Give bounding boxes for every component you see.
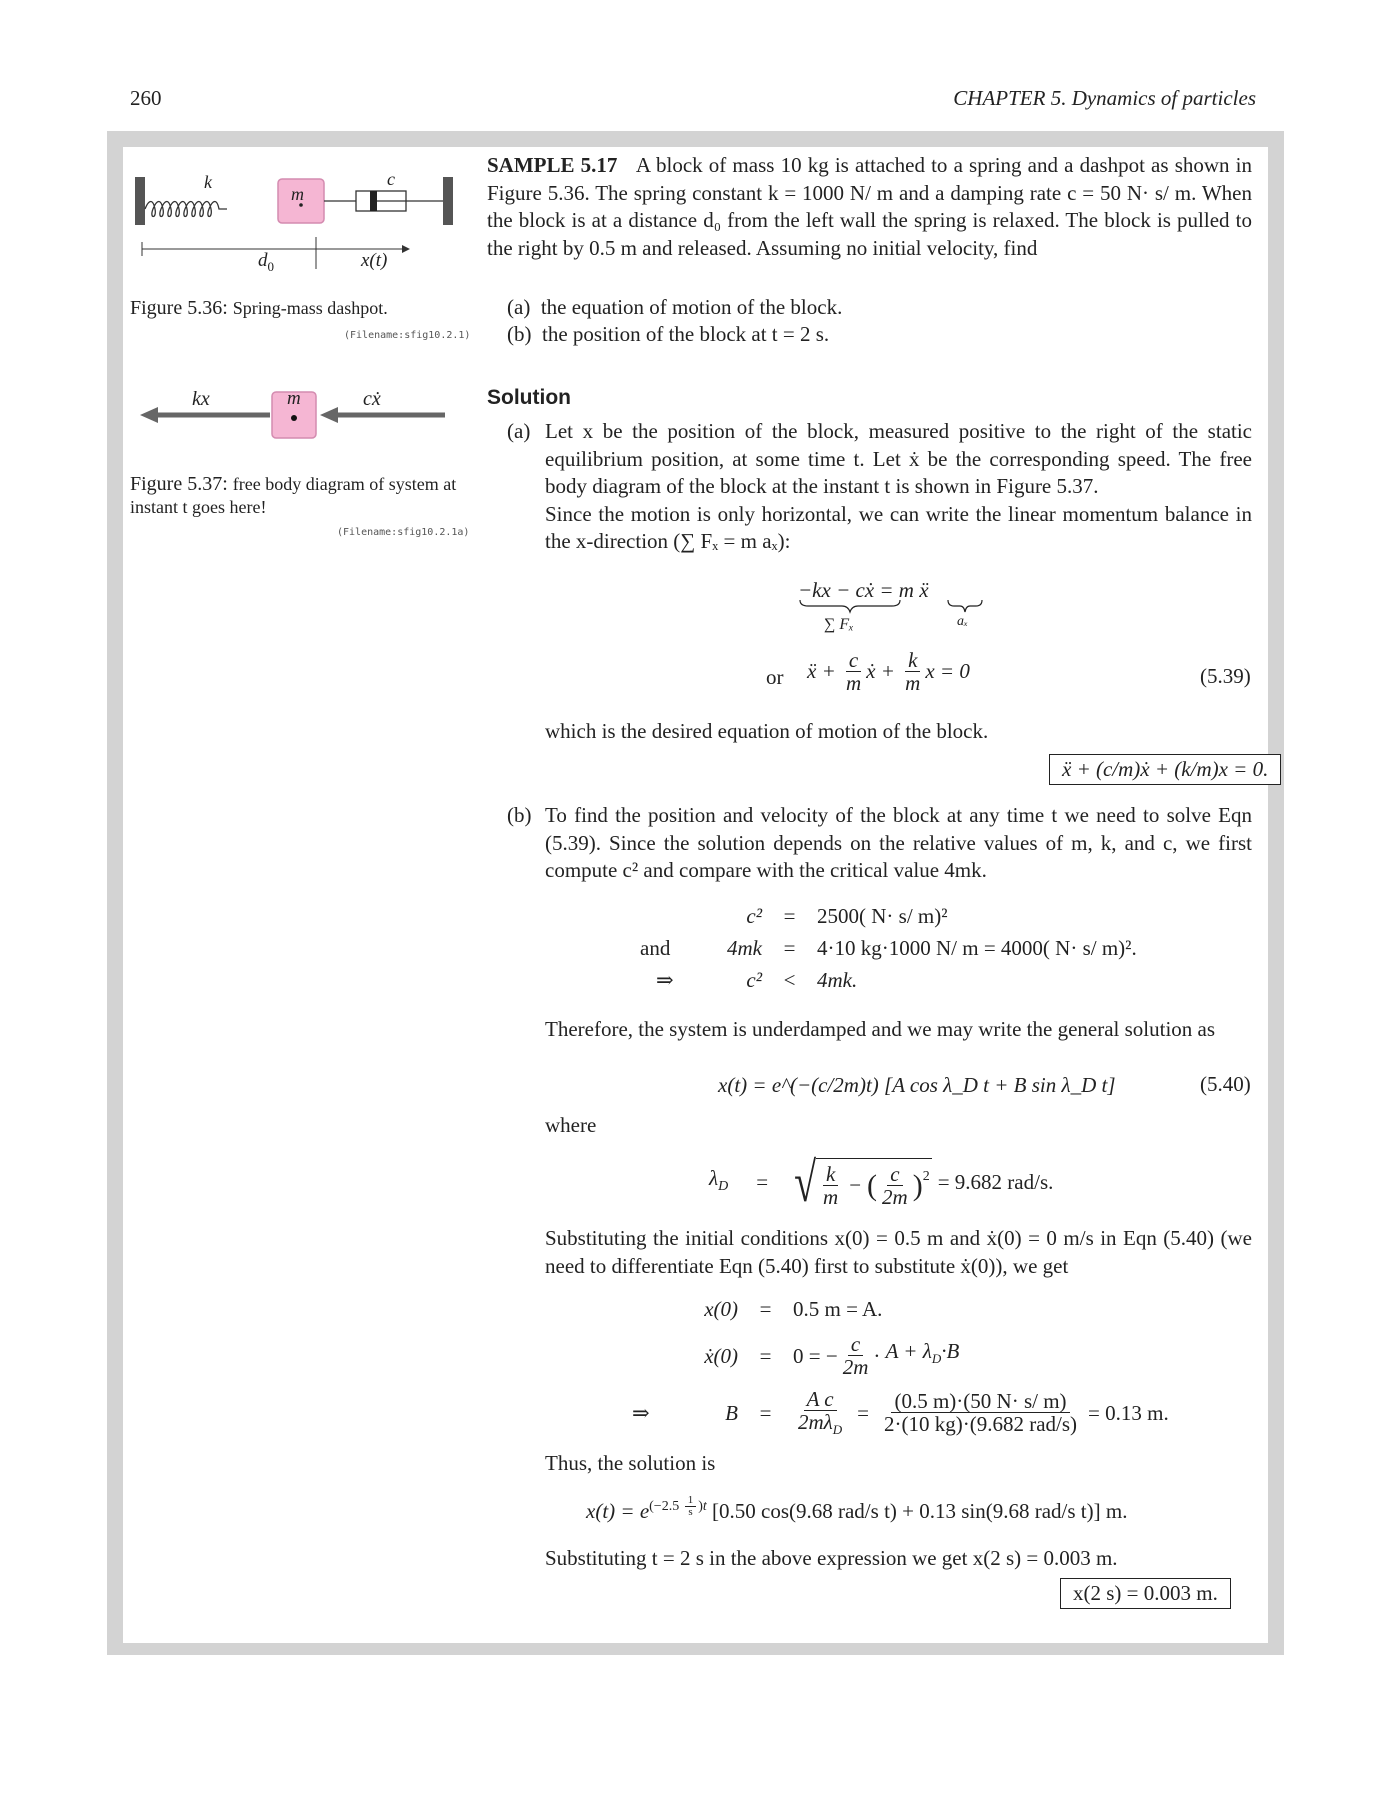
spring-k-label: k (204, 172, 212, 192)
page-number: 260 (130, 86, 162, 110)
figure-5-37-filename: (Filename:sfig10.2.1a) (337, 527, 470, 538)
substitution-text: Substituting the initial conditions x(0) = 0.5 m and ẋ(0) = 0 m/s in Eqn (5.40) (we need to differentiate Eqn (5.40) first to substitute ẋ(0)), we get (545, 1226, 1252, 1278)
boxed-answer-b: x(2 s) = 0.003 m. (1060, 1578, 1231, 1609)
part-a-text: Let x be the position of the block, measured positive to the right of the static equilibrium position, at some time t. Let ẋ be the corresponding speed. The free body diagram of the block at the instant t is shown in Figure 5.37. Since the motion is only horizontal, we can write the linear momentum balance in the x-direction (∑ Fₓ = m aₓ): (545, 419, 1252, 553)
solution-heading: Solution (487, 386, 571, 409)
figure-5-36-caption: Figure 5.36: Spring-mass dashpot. (130, 297, 388, 319)
thus-text: Thus, the solution is (545, 1451, 716, 1475)
part-a-conclusion: which is the desired equation of motion of the block. (545, 719, 989, 743)
final-sentence: Substituting t = 2 s in the above expression we get x(2 s) = 0.003 m. (545, 1546, 1118, 1570)
sample-title: SAMPLE 5.17 (487, 153, 618, 177)
right-wall (443, 177, 453, 225)
cx-label: cẋ (363, 388, 381, 410)
underbraces (798, 598, 988, 614)
sample-intro: SAMPLE 5.17 A block of mass 10 kg is attached to a spring and a dashpot as shown in Figure 5.36. The spring constant k = 1000 N/ m and a damping rate c = 50 N· s/ m. When the block is at a distance d₀ from the left wall the spring is relaxed. The block is pulled to the right by 0.5 m and released. Assuming no initial velocity, find (487, 153, 1253, 260)
kx-label: kx (192, 388, 210, 410)
where-label: where (545, 1113, 597, 1137)
part-b-tag: (b) (507, 803, 532, 827)
part-a-tag: (a) (507, 419, 531, 443)
mass-m-label: m (291, 184, 304, 204)
fbd-m-label: m (287, 388, 301, 409)
underdamped-text: Therefore, the system is underdamped and we may write the general solution as (545, 1017, 1216, 1041)
item-a: (a) the equation of motion of the block. (507, 295, 843, 319)
dashpot-piston (370, 191, 377, 211)
final-solution: $x(t) = e^{(-2.5 \frac{1}{s} )t}$ [0.50 cos(9.68 rad/s t) + 0.13 sin(9.68 rad/s t)] m. (586, 1493, 1128, 1523)
initial-condition-array: x(0) = 0.5 m = A. ẋ(0) = 0 = − $\frac{c}{2m}$ · $A + \lambda_D\cdot B$ ⇒ B = $\frac{\text{A c}}{2m\lambda_D}$ = $\frac{(0.5 m)\cdot(50 N\cdot s/ m)}{\text{2·(10 kg)·(9.682 rad/s)}}$ = 0.13 m. (632, 1297, 1169, 1438)
eq-540: x(t) = e^(−(c/2m)t) [A cos λ_D t + B sin λ_D t] (718, 1073, 1116, 1097)
eq-539-or: or (766, 665, 784, 689)
d0-label: $d_0$ (258, 250, 274, 274)
spring-coil (145, 202, 227, 217)
eq-539: ẍ + $\frac{c}{m}$ ẋ + $\frac{k}{m}$ x = 0 (807, 648, 970, 696)
left-wall (135, 177, 145, 225)
xt-label: x(t) (361, 250, 388, 271)
eq-540-number: (5.40) (1200, 1072, 1251, 1096)
spring-mass-dashpot-figure (130, 165, 460, 280)
underbrace-ax: aₓ (957, 614, 968, 629)
balance-equation: −kx − cẋ = m ẍ (798, 578, 929, 602)
running-head: CHAPTER 5. Dynamics of particles (953, 86, 1256, 110)
comparison-array: c² = 2500( N· s/ m)² and 4mk = 4·10 kg·1000 N/ m = 4000( N· s/ m)². ⇒ c² < 4mk. (640, 904, 1137, 992)
figure-5-37-caption: Figure 5.37: free body diagram of system at instant t goes here! (130, 473, 457, 517)
boxed-answer-a: ẍ + (c/m)ẋ + (k/m)x = 0. (1049, 754, 1281, 785)
eq-539-number: (5.39) (1200, 664, 1251, 688)
figure-5-36-filename: (Filename:sfig10.2.1) (344, 330, 471, 341)
part-b-text: To find the position and velocity of the block at any time t we need to solve Eqn (5.39). Since the solution depends on the relative values of m, k, and c, we first compute c² and compare with the critical value 4mk. (545, 803, 1252, 882)
underbrace-sum-fx: ∑ Fₓ (824, 616, 854, 633)
item-b: (b) the position of the block at t = 2 s. (507, 322, 830, 346)
damper-c-label: c (387, 169, 395, 189)
lambda-d-equation: $\lambda_D$ = √ $\frac{k}{m}$ − ( $\frac{c}{2m}$ ) $^2$ = 9.682 rad/s. (709, 1150, 1054, 1214)
